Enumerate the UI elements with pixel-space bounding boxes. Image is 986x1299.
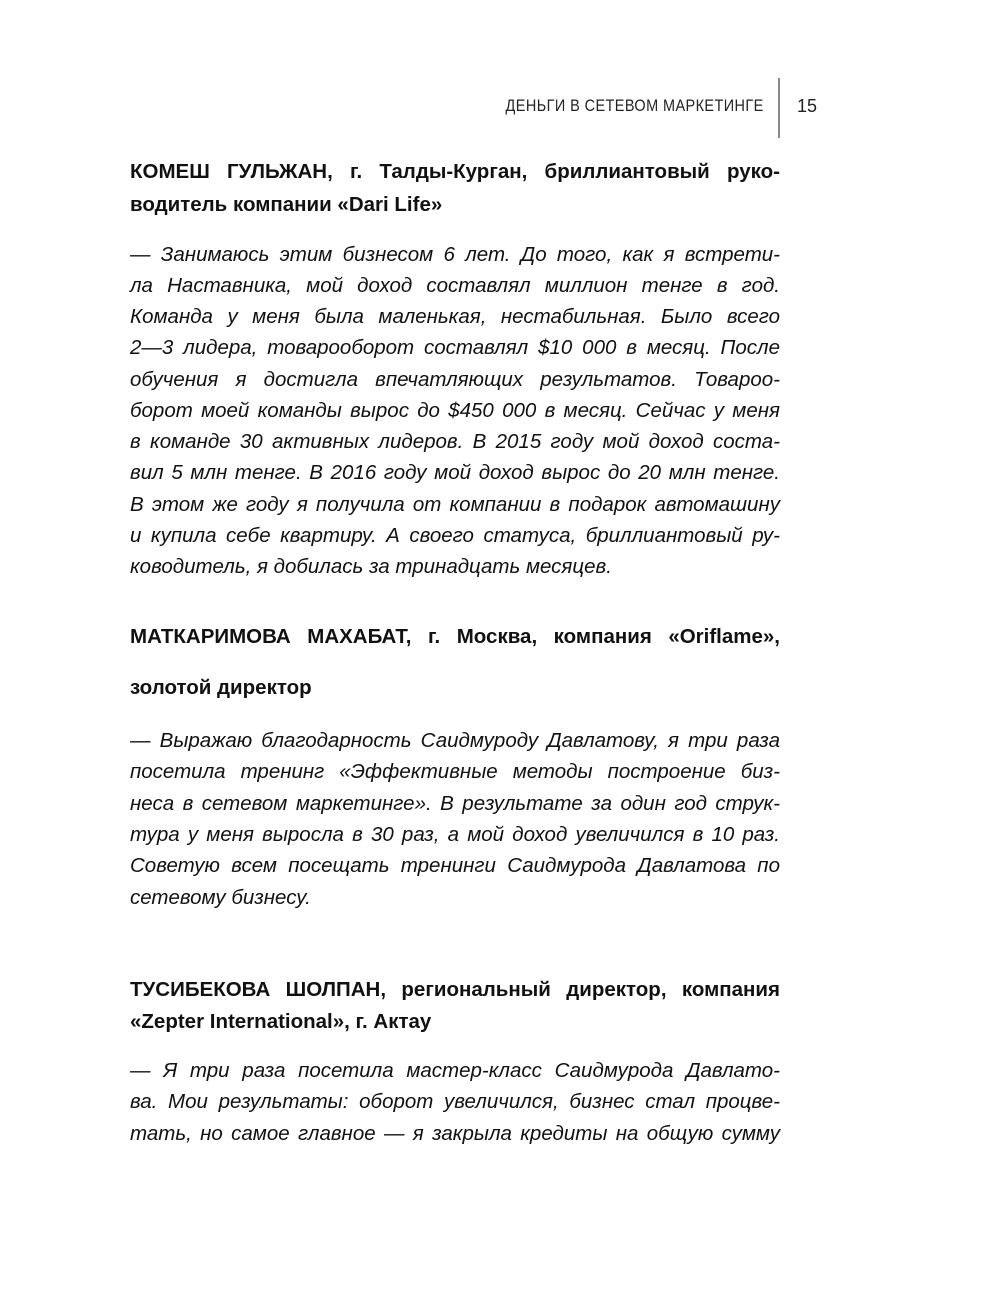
testimonial-text-line: тать, но самое главное — я закрыла кредиты на общую сумму (130, 1122, 780, 1145)
testimonial-text-line: — Выражаю благодарность Саидмуроду Давлатову, я три раза (130, 729, 780, 752)
testimonial-text-line: тура у меня выросла в 30 раз, а мой доход увеличился в 10 раз. (130, 823, 780, 846)
testimonial-text-line: ководитель, я добилась за тринадцать месяцев. (130, 555, 612, 578)
testimonial-text-line: обучения я достигла впечатляющих результатов. Товароо- (130, 368, 780, 391)
entry-heading-line: ТУСИБЕКОВА ШОЛПАН, региональный директор, компания (130, 978, 780, 1001)
testimonial-text-line: 2—3 лидера, товарооборот составлял $10 000 в месяц. После (130, 336, 780, 359)
entry-heading-line: «Zepter International», г. Актау (130, 1010, 432, 1033)
entry-heading-line: КОМЕШ ГУЛЬЖАН, г. Талды-Курган, бриллиантовый руко- (130, 160, 780, 183)
testimonial-text-line: ла Наставника, мой доход составлял миллион тенге в год. (130, 274, 780, 297)
testimonial-text-line: Советую всем посещать тренинги Саидмурода Давлатова по (130, 854, 780, 877)
entry-heading-line: водитель компании «Dari Life» (130, 193, 443, 216)
header-divider (778, 78, 780, 138)
testimonial-text-line: В этом же году я получила от компании в подарок автомашину (130, 493, 780, 516)
testimonial-text-line: Команда у меня была маленькая, нестабильная. Было всего (130, 305, 780, 328)
testimonial-text-line: — Я три раза посетила мастер-класс Саидмурода Давлато- (130, 1059, 780, 1082)
entry-heading-line: МАТКАРИМОВА МАХАБАТ, г. Москва, компания «Oriflame», (130, 625, 780, 648)
testimonial-text-line: неса в сетевом маркетинге». В результате за один год струк- (130, 792, 780, 815)
testimonial-text-line: и купила себе квартиру. А своего статуса, бриллиантовый ру- (130, 524, 780, 547)
testimonial-text-line: посетила тренинг «Эффективные методы построение биз- (130, 760, 780, 783)
testimonial-text-line: борот моей команды вырос до $450 000 в месяц. Сейчас у меня (130, 399, 780, 422)
page-number: 15 (797, 96, 818, 116)
running-title: ДЕНЬГИ В СЕТЕВОМ МАРКЕТИНГЕ (505, 96, 764, 115)
testimonial-text-line: в команде 30 активных лидеров. В 2015 году мой доход соста- (130, 430, 780, 453)
testimonial-text-line: сетевому бизнесу. (130, 886, 311, 909)
testimonial-text-line: вил 5 млн тенге. В 2016 году мой доход вырос до 20 млн тенге. (130, 461, 780, 484)
testimonial-text-line: — Занимаюсь этим бизнесом 6 лет. До того, как я встрети- (130, 243, 780, 266)
entry-heading-line: золотой директор (130, 676, 312, 699)
testimonial-text-line: ва. Мои результаты: оборот увеличился, бизнес стал процве- (130, 1090, 780, 1113)
